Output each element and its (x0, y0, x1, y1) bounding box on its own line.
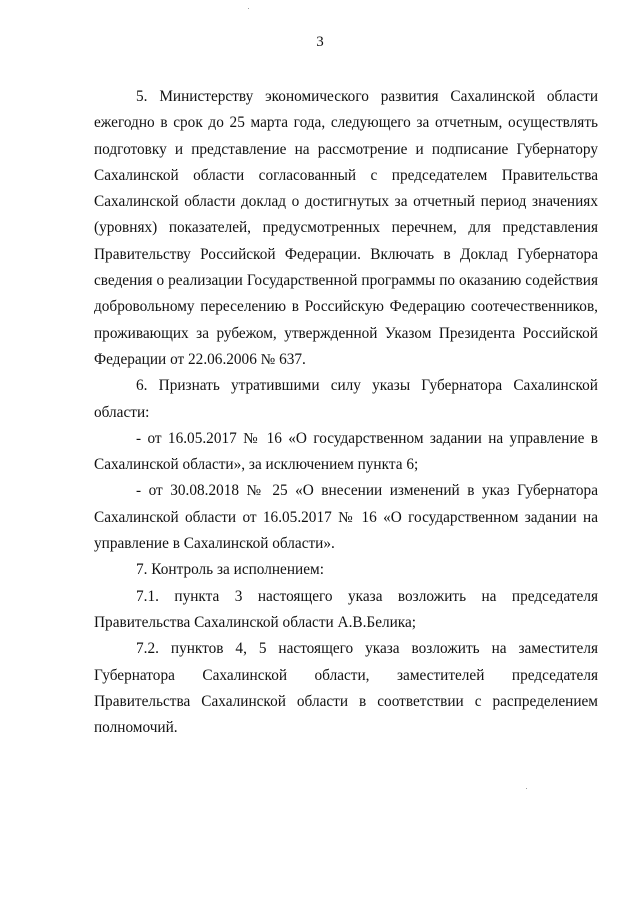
paragraph-item-7: 7. Контроль за исполнением: (136, 561, 324, 579)
paragraph-item-6: 6. Признать утратившими силу указы Губернатора Сахалинской области: (94, 377, 598, 421)
scan-speck (526, 788, 527, 789)
paragraph-item-6-sub-1: - от 16.05.2017 № 16 «О государственном задании на управление в Сахалинской области», за исключением пункта 6; (94, 429, 598, 474)
document-body (94, 84, 598, 741)
paragraph-item-7-2: 7.2. пунктов 4, 5 настоящего указа возложить на заместителя Губернатора Сахалинской области, заместителей председателя Правительства Сахалинской области в соответствии с распределением полномочий. (94, 640, 598, 737)
page-number: 3 (316, 34, 324, 50)
paragraph-item-6-sub-2: - от 30.08.2018 № 25 «О внесении изменений в указ Губернатора Сахалинской области от 16.05.2017 № 16 «О государственном задании на управление в Сахалинской области». (94, 482, 598, 553)
paragraph-item-5: 5. Министерству экономического развития Сахалинской области ежегодно в срок до 25 марта года, следующего за отчетным, осуществлять подготовку и представление на рассмотрение и подписание Губернатору Сахалинской области согласованный с председателем Правительства Сахалинской области доклад о достигнутых за отчетный период значениях (уровнях) показателей, предусмотренных перечнем, для представления Правительству Российской Федерации. Включать в Доклад Губернатора сведения о реализации Государственной программы по оказанию содействия добровольному переселению в Российскую Федерацию соотечественников, проживающих за рубежом, утвержденной Указом Президента Российской Федерации от 22.06.2006 № 637. (94, 88, 598, 368)
scan-speck (248, 8, 249, 9)
paragraph-item-7-1: 7.1. пункта 3 настоящего указа возложить на председателя Правительства Сахалинской области А.В.Белика; (94, 587, 598, 631)
